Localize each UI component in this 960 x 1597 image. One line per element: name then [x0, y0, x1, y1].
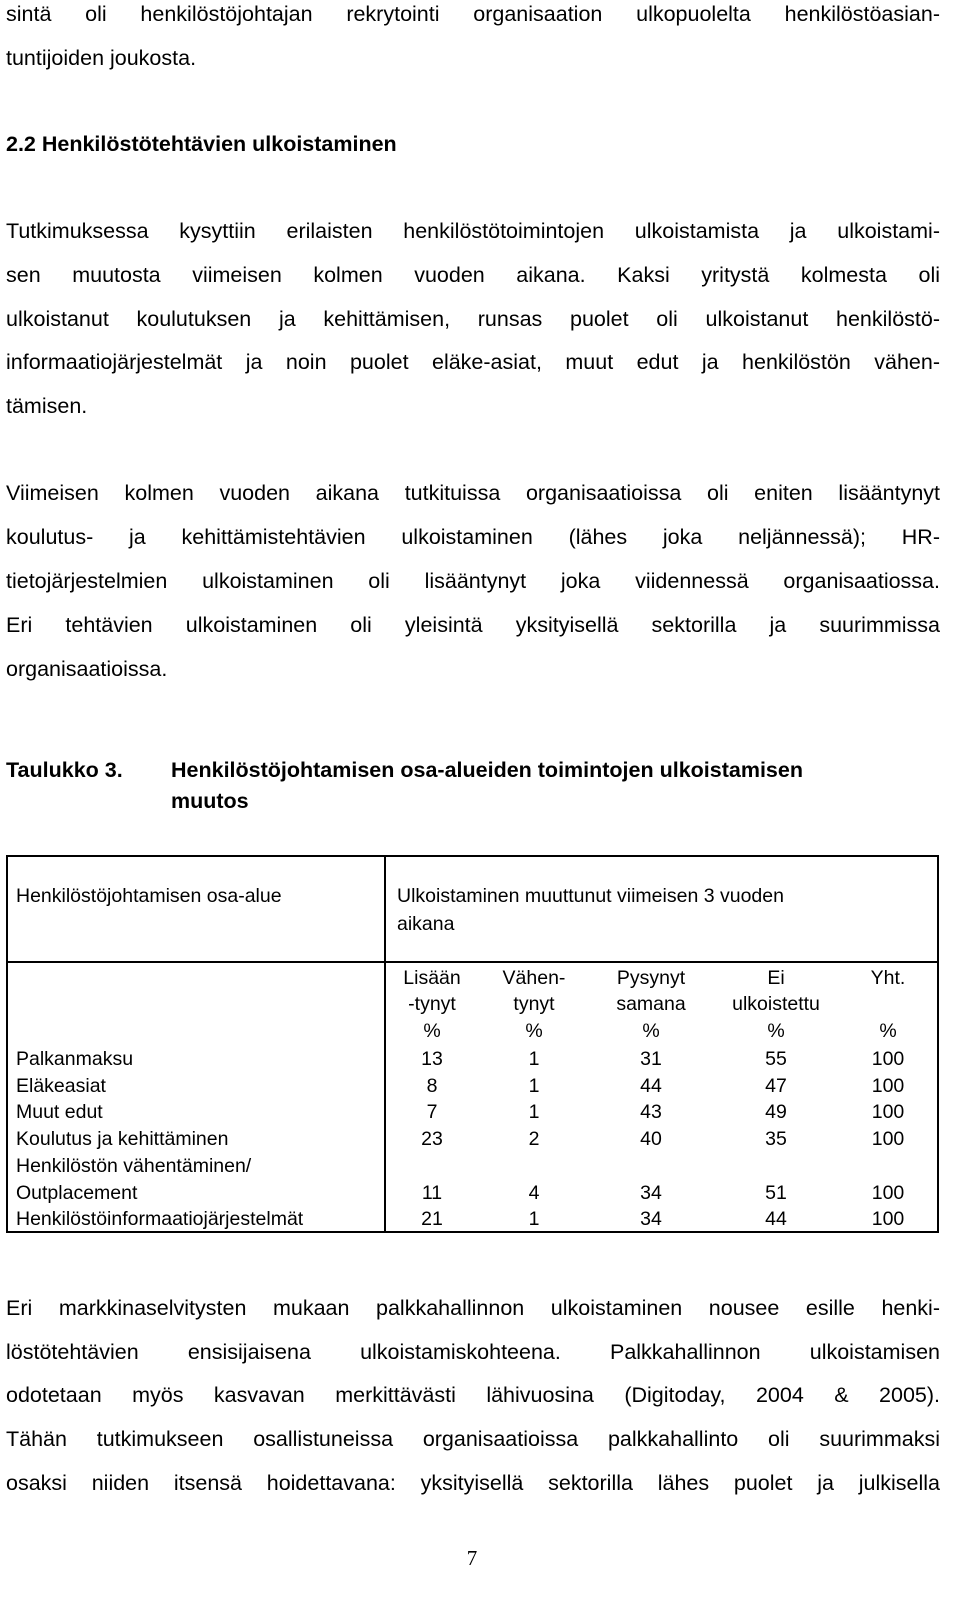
paragraph-line: ulkoistanut koulutuksen ja kehittämisen, runsas puolet oli ulkoistanut henkilöstö-	[6, 307, 940, 331]
paragraph-line: koulutus- ja kehittämistehtävien ulkoistaminen (lähes joka neljännessä); HR-	[6, 525, 940, 549]
table-row-label: Henkilöstön vähentäminen/	[16, 1155, 252, 1177]
table-cell: 100	[871, 1048, 905, 1070]
paragraph-line: Eri markkinaselvitysten mukaan palkkahallinnon ulkoistaminen nousee esille henki-	[6, 1296, 940, 1320]
table-cell: 34	[640, 1208, 662, 1230]
subheader-total: Yht.	[870, 967, 906, 989]
paragraph-line: Viimeisen kolmen vuoden aikana tutkituissa organisaatioissa oli eniten lisääntynyt	[6, 481, 940, 505]
table-cell: 4	[528, 1182, 540, 1204]
table-cell: 2	[528, 1128, 540, 1150]
table-cell: 40	[640, 1128, 662, 1150]
table-cell: 34	[640, 1182, 662, 1204]
table-cell: 47	[765, 1075, 787, 1097]
table-caption-title: muutos	[171, 789, 249, 813]
paragraph-line: Tähän tutkimukseen osallistuneissa organisaatioissa palkkahallinto oli suurimmaksi	[6, 1427, 940, 1451]
subheader-unchanged: %	[642, 1020, 660, 1042]
subheader-unchanged: samana	[616, 993, 686, 1015]
table-cell: 49	[765, 1101, 787, 1123]
table-header-change: Ulkoistaminen muuttunut viimeisen 3 vuoden	[397, 885, 784, 907]
paragraph-line: informaatiojärjestelmät ja noin puolet eläke-asiat, muut edut ja henkilöstön vähen-	[6, 350, 940, 374]
table-header-area: Henkilöstöjohtamisen osa-alue	[16, 885, 282, 907]
table-row-label: Henkilöstöinformaatiojärjestelmät	[16, 1208, 304, 1230]
subheader-unchanged: Pysynyt	[616, 967, 686, 989]
table-row-label: Outplacement	[16, 1182, 138, 1204]
table-divider	[6, 961, 939, 963]
table-row-label: Palkanmaksu	[16, 1048, 134, 1070]
table-cell: 100	[871, 1182, 905, 1204]
table-border-left	[6, 855, 8, 1233]
subheader-increased: -tynyt	[408, 993, 456, 1015]
table-cell: 43	[640, 1101, 662, 1123]
paragraph-line: tietojärjestelmien ulkoistaminen oli lisääntynyt joka viidennessä organisaatiossa.	[6, 569, 940, 593]
subheader-increased: Lisään	[403, 967, 461, 989]
table-cell: 35	[765, 1128, 787, 1150]
subheader-not-outsourced: ulkoistettu	[732, 993, 820, 1015]
table-column-divider	[384, 855, 386, 1233]
paragraph-line: löstötehtävien ensisijaisena ulkoistamiskohteena. Palkkahallinnon ulkoistamisen	[6, 1340, 940, 1364]
subheader-not-outsourced: %	[767, 1020, 785, 1042]
table-border-right	[937, 855, 939, 1233]
table-cell: 1	[528, 1075, 540, 1097]
table-cell: 1	[528, 1101, 540, 1123]
table-cell: 44	[765, 1208, 787, 1230]
subheader-increased: %	[423, 1020, 441, 1042]
table-cell: 1	[528, 1208, 540, 1230]
intro-line: tuntijoiden joukosta.	[6, 46, 197, 70]
table-header-change: aikana	[397, 913, 455, 935]
table-cell: 100	[871, 1208, 905, 1230]
table-row-label: Eläkeasiat	[16, 1075, 106, 1097]
table-cell: 13	[421, 1048, 443, 1070]
table-cell: 55	[765, 1048, 787, 1070]
paragraph-line: Tutkimuksessa kysyttiin erilaisten henkilöstötoimintojen ulkoistamista ja ulkoistami-	[6, 219, 940, 243]
intro-line: sintä oli henkilöstöjohtajan rekrytointi organisaation ulkopuolelta henkilöstöasian-	[6, 2, 940, 26]
table-border-top	[6, 855, 939, 857]
table-cell: 7	[426, 1101, 438, 1123]
table-cell: 31	[640, 1048, 662, 1070]
paragraph-line: osaksi niiden itsensä hoidettavana: yksityisellä sektorilla lähes puolet ja julkisella	[6, 1471, 940, 1495]
paragraph-line: odotetaan myös kasvavan merkittävästi lähivuosina (Digitoday, 2004 & 2005).	[6, 1383, 940, 1407]
subheader-decreased: tynyt	[513, 993, 555, 1015]
table-cell: 8	[426, 1075, 438, 1097]
paragraph-line: organisaatioissa.	[6, 657, 168, 681]
table-caption-label: Taulukko 3.	[6, 758, 123, 782]
subheader-not-outsourced: Ei	[767, 967, 785, 989]
table-cell: 51	[765, 1182, 787, 1204]
paragraph-line: sen muutosta viimeisen kolmen vuoden aikana. Kaksi yritystä kolmesta oli	[6, 263, 940, 287]
paragraph-line: Eri tehtävien ulkoistaminen oli yleisintä yksityisellä sektorilla ja suurimmissa	[6, 613, 940, 637]
table-caption-title: Henkilöstöjohtamisen osa-alueiden toimintojen ulkoistamisen	[171, 758, 803, 782]
table-cell: 1	[528, 1048, 540, 1070]
table-cell: 21	[421, 1208, 443, 1230]
subheader-total: %	[879, 1020, 897, 1042]
table-cell: 44	[640, 1075, 662, 1097]
table-cell: 100	[871, 1075, 905, 1097]
subheader-decreased: %	[525, 1020, 543, 1042]
table-cell: 100	[871, 1101, 905, 1123]
table-cell: 100	[871, 1128, 905, 1150]
table-cell: 23	[421, 1128, 443, 1150]
table-row-label: Koulutus ja kehittäminen	[16, 1128, 229, 1150]
subheader-decreased: Vähen-	[502, 967, 566, 989]
table-cell: 11	[421, 1182, 443, 1204]
section-heading: 2.2 Henkilöstötehtävien ulkoistaminen	[6, 132, 397, 156]
paragraph-line: tämisen.	[6, 394, 88, 418]
table-row-label: Muut edut	[16, 1101, 103, 1123]
page-number: 7	[466, 1546, 478, 1570]
